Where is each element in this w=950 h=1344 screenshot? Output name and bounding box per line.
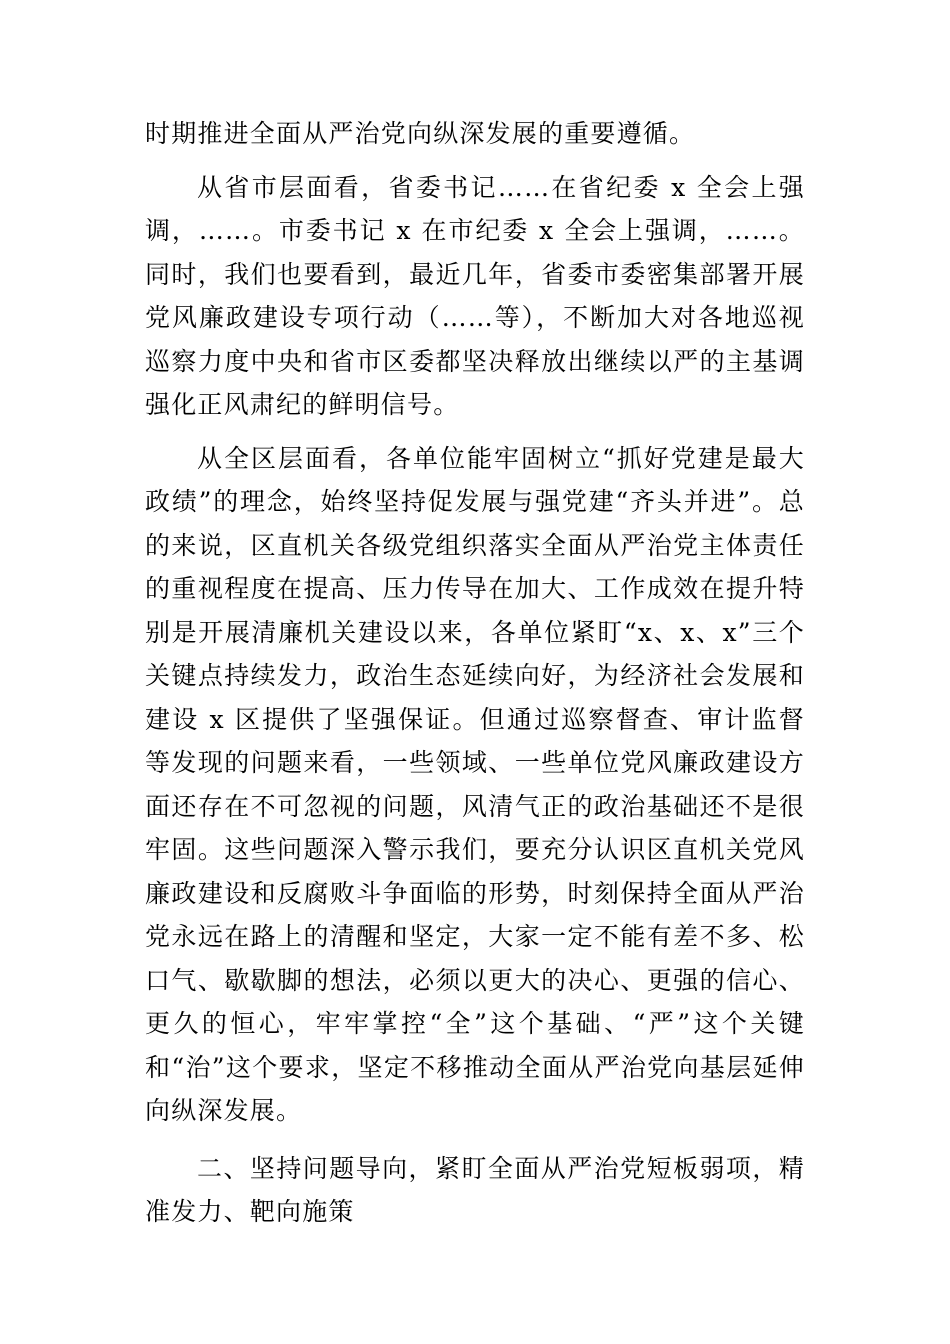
paragraph-continuation: 时期推进全面从严治党向纵深发展的重要遵循。: [145, 119, 696, 148]
paragraph-provincial-level: 从省市层面看，省委书记……在省纪委 x 全会上强调，……。市委书记 x 在市纪委 x 全会上强调，……。同时，我们也要看到，最近几年，省委市委密集部署开展党风廉政建设专项行动（……等），不断加大对各地巡视巡察力度中央和省市区委都坚决释放出继续以严的主基调强化正风肃纪的鲜明信号。: [145, 172, 805, 419]
document-page: [145, 112, 805, 1234]
section-heading-two: 二、坚持问题导向，紧盯全面从严治党短板弱项，精准发力、靶向施策: [145, 1153, 805, 1226]
paragraph-district-level: 从全区层面看，各单位能牢固树立“抓好党建是最大政绩”的理念，始终坚持促发展与强党建“齐头并进”。总的来说，区直机关各级党组织落实全面从严治党主体责任的重视程度在提高、压力传导在加大、工作成效在提升特别是开展清廉机关建设以来，各单位紧盯“x、x、x”三个关键点持续发力，政治生态延续向好，为经济社会发展和建设 x 区提供了坚强保证。但通过巡察督查、审计监督等发现的问题来看，一些领域、一些单位党风廉政建设方面还存在不可忽视的问题，风清气正的政治基础还不是很牢固。这些问题深入警示我们，要充分认识区直机关党风廉政建设和反腐败斗争面临的形势，时刻保持全面从严治党永远在路上的清醒和坚定，大家一定不能有差不多、松口气、歇歇脚的想法，必须以更大的决心、更强的信心、更久的恒心，牢牢掌控“全”这个基础、“严”这个关键和“治”这个要求，坚定不移推动全面从严治党向基层延伸向纵深发展。: [145, 443, 805, 1125]
